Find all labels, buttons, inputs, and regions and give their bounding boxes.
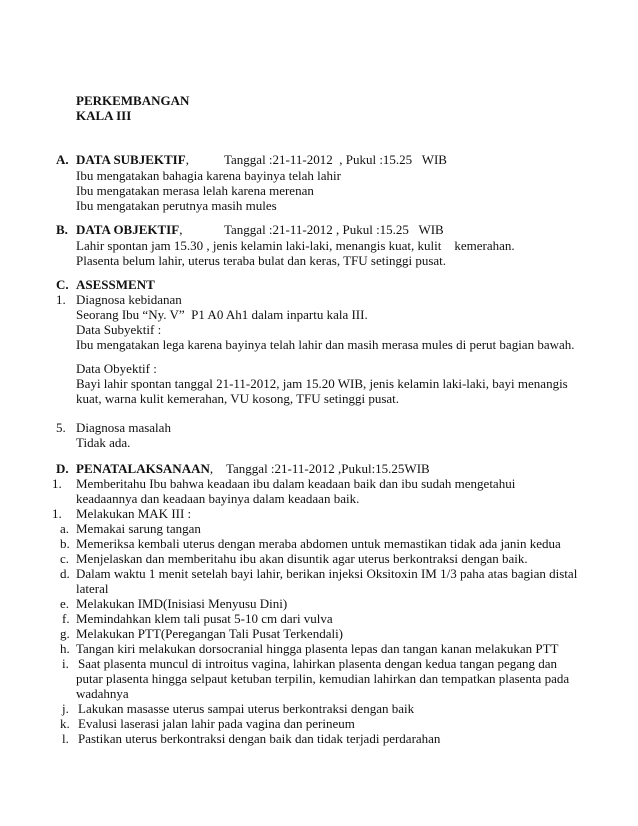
step-letter: c. <box>60 551 70 566</box>
section-d-marker: D. <box>56 461 69 476</box>
section-c-item5-number: 5. <box>56 420 66 435</box>
step-letter: e. <box>60 596 70 611</box>
step-text: putar plasenta hingga selpaut ketuban terpilin, kemudian lahirkan dan tempatkan plasenta pada <box>76 671 570 686</box>
step-letter: d. <box>60 566 70 581</box>
step-letter: g. <box>60 626 70 641</box>
section-b-marker: B. <box>56 222 68 237</box>
step-text: Memakai sarung tangan <box>76 521 201 536</box>
step-text: Dalam waktu 1 menit setelah bayi lahir, berikan injeksi Oksitoxin IM 1/3 paha atas bagian distal <box>76 566 578 581</box>
section-d-meta: Tanggal :21-11-2012 ,Pukul:15.25WIB <box>226 461 430 476</box>
section-a-line: Ibu mengatakan bahagia karena bayinya telah lahir <box>76 168 341 183</box>
step-letter: l. <box>62 731 69 746</box>
step-text: Pastikan uterus berkontraksi dengan baik dan tidak terjadi perdarahan <box>78 731 441 746</box>
section-a-title: DATA SUBJEKTIF, <box>76 152 189 167</box>
section-c-title: ASESSMENT <box>76 277 155 292</box>
section-c-item1-line: Seorang Ibu “Ny. V” P1 A0 Ah1 dalam inpartu kala III. <box>76 307 368 322</box>
step-letter: k. <box>60 716 70 731</box>
section-d-item1-line: Memberitahu Ibu bahwa keadaan ibu dalam keadaan baik dan ibu sudah mengetahui <box>76 476 516 491</box>
section-c-item1-line: Data Subyektif : <box>76 322 162 337</box>
section-c-objective-line: Data Obyektif : <box>76 361 157 376</box>
step-text: Memindahkan klem tali pusat 5-10 cm dari vulva <box>76 611 333 626</box>
section-d-item1-line: keadaannya dan keadaan bayinya dalam keadaan baik. <box>76 491 360 506</box>
document-heading-line2: KALA III <box>76 108 132 123</box>
step-text: Lakukan masasse uterus sampai uterus berkontraksi dengan baik <box>78 701 415 716</box>
step-text: Saat plasenta muncul di introitus vagina, lahirkan plasenta dengan kedua tangan pegang dan <box>78 656 558 671</box>
section-b-meta: Tanggal :21-11-2012 , Pukul :15.25 WIB <box>224 222 444 237</box>
step-text: wadahnya <box>76 686 129 701</box>
section-b-title: DATA OBJEKTIF, <box>76 222 183 237</box>
section-c-objective-line: kuat, warna kulit kemerahan, VU kosong, TFU setinggi pusat. <box>76 391 400 406</box>
step-text: Menjelaskan dan memberitahu ibu akan disuntik agar uterus berkontraksi dengan baik. <box>76 551 528 566</box>
section-b-line: Lahir spontan jam 15.30 , jenis kelamin laki-laki, menangis kuat, kulit kemerahan. <box>76 238 515 253</box>
step-letter: a. <box>60 521 70 536</box>
section-c-item1-line: Ibu mengatakan lega karena bayinya telah lahir dan masih merasa mules di perut bagian bawah. <box>76 337 575 352</box>
section-c-objective-line: Bayi lahir spontan tanggal 21-11-2012, jam 15.20 WIB, jenis kelamin laki-laki, bayi menangis <box>76 376 568 391</box>
document-heading-line1: PERKEMBANGAN <box>76 93 190 108</box>
section-d-title: PENATALAKSANAAN, <box>76 461 214 476</box>
step-letter: h. <box>60 641 70 656</box>
section-a-meta: Tanggal :21-11-2012 , Pukul :15.25 WIB <box>224 152 447 167</box>
section-a-marker: A. <box>56 152 69 167</box>
step-text: Tangan kiri melakukan dorsocranial hingga plasenta lepas dan tangan kanan melakukan PTT <box>76 641 559 656</box>
section-a-line: Ibu mengatakan perutnya masih mules <box>76 198 277 213</box>
section-c-item1-title: Diagnosa kebidanan <box>76 292 182 307</box>
step-text: Evalusi laserasi jalan lahir pada vagina dan perineum <box>78 716 355 731</box>
section-c-marker: C. <box>56 277 69 292</box>
section-b-line: Plasenta belum lahir, uterus teraba bulat dan keras, TFU setinggi pusat. <box>76 253 447 268</box>
section-a-line: Ibu mengatakan merasa lelah karena merenan <box>76 183 314 198</box>
section-c-item5-line: Tidak ada. <box>76 435 131 450</box>
step-letter: i. <box>62 656 69 671</box>
step-letter: j. <box>62 701 69 716</box>
step-letter: b. <box>60 536 70 551</box>
section-d-item2-number: 1. <box>52 506 62 521</box>
section-c-item5-title: Diagnosa masalah <box>76 420 171 435</box>
step-text: Memeriksa kembali uterus dengan meraba abdomen untuk memastikan tidak ada janin kedua <box>76 536 561 551</box>
step-text: Melakukan PTT(Peregangan Tali Pusat Terkendali) <box>76 626 344 641</box>
section-d-item1-number: 1. <box>52 476 62 491</box>
section-d-item2-title: Melakukan MAK III : <box>76 506 192 521</box>
step-letter: f. <box>62 611 70 626</box>
step-text: lateral <box>76 581 109 596</box>
section-c-item1-number: 1. <box>56 292 66 307</box>
step-text: Melakukan IMD(Inisiasi Menyusu Dini) <box>76 596 288 611</box>
